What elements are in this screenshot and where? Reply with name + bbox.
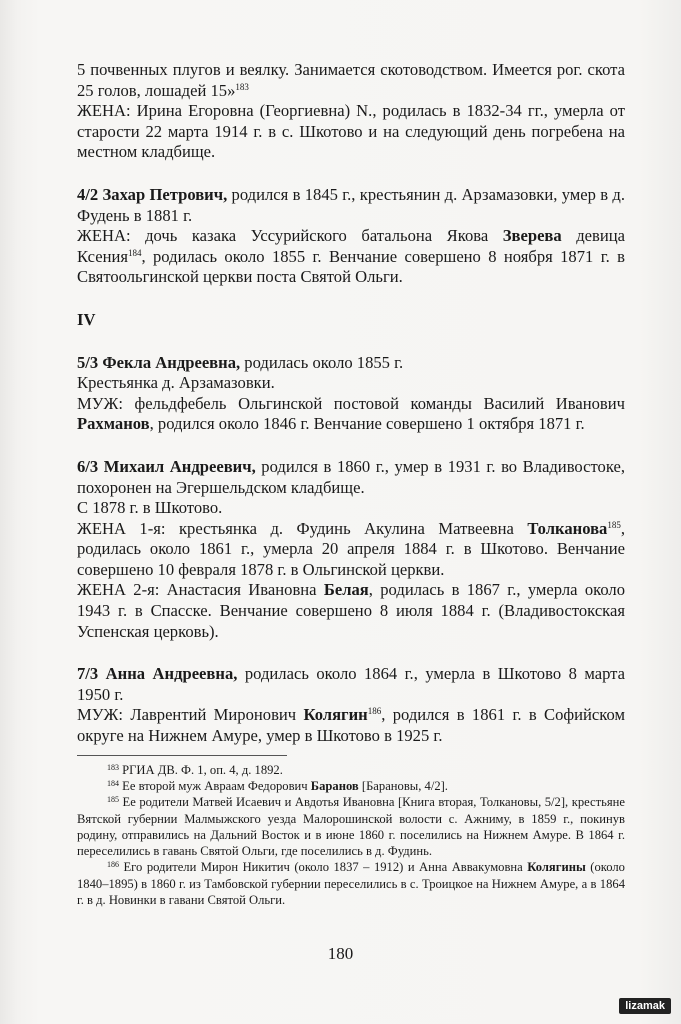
generation-heading: IV (77, 309, 96, 329)
watermark: lizamak (619, 998, 671, 1014)
footnote-184 (77, 778, 625, 794)
entry-text: С 1878 г. в Шкотово. (77, 498, 223, 518)
footnote-number: 184 (107, 778, 119, 788)
footnote-185 (77, 794, 625, 859)
footnote-ref-183: 183 (235, 81, 249, 92)
entry-heading: 7/3 Анна Андреевна, (77, 664, 238, 684)
entry-text: ЖЕНА 2-я: Анастасия Ивановна (77, 580, 324, 600)
entry-text: ЖЕНА 1-я: крестьянка д. Фудинь Акулина Матвеевна (77, 518, 528, 538)
para1-line1: 5 почвенных плугов и веялку. Занимается скотоводством. Имеется рог. скота 25 голов, лошадей 15» (77, 60, 625, 100)
entry-text: МУЖ: фельдфебель Ольгинской постовой команды Василий Иванович (77, 393, 625, 413)
entry-heading: 5/3 Фекла Андреевна, (77, 352, 241, 372)
page-number: 180 (327, 944, 354, 963)
entry-text: , родился около 1846 г. Венчание совершено 1 октября 1871 г. (149, 414, 585, 434)
entry-4-2 (77, 185, 625, 288)
para1-wife: ЖЕНА: Ирина Егоровна (Георгиевна) N., родилась в 1832-34 гг., умерла от старости 22 марта 1914 г. в с. Шкотово и на следующий день погребена на местном кладбище. (77, 101, 625, 162)
entry-7-3 (77, 664, 625, 746)
footnote-divider (77, 755, 287, 756)
footnote-text: [Барановы, 4/2]. (358, 778, 448, 793)
footnote-text: Его родители Мирон Никитич (около 1837 – 1912) и Анна Аввакумовна (119, 860, 528, 875)
surname: Зверева (502, 226, 562, 246)
entry-heading: 6/3 Михаил Андреевич, (77, 456, 256, 476)
surname: Толканова (527, 518, 608, 538)
footnote-ref-185: 185 (607, 519, 621, 530)
entry-text: родился в 1860 г., умер в 1931 г. во Владивостоке, похоронен на Эгершельдском кладбище. (77, 456, 625, 497)
entry-text: родилась около 1864 г., умерла в Шкотово 8 марта 1950 г. (77, 664, 625, 704)
footnote-text: (около 1840–1895) в 1860 г. из Тамбовской губернии переселились в с. Троицкое на Нижнем Амуре, а в 1864 г. в д. Новинки в гавани Святой Ольги. (77, 860, 625, 907)
surname: Баранов (310, 778, 359, 793)
entry-text: , родилась около 1855 г. Венчание совершено 8 ноября 1871 г. в Святоольгинской церкви поста Святой Ольги. (77, 246, 625, 287)
entry-6-3 (77, 457, 625, 642)
paragraph-1 (77, 60, 625, 163)
entry-text: , родилась в 1867 г., умерла около 1943 г. в Спасске. Венчание совершено 8 июля 1884 г. (Владивостокская Успенская церковь). (77, 580, 625, 641)
entry-text: МУЖ: Лаврентий Миронович (77, 705, 304, 725)
surname: Рахманов (77, 414, 150, 434)
page-content (77, 60, 625, 908)
footnote-text: РГИА ДВ. Ф. 1, оп. 4, д. 1892. (119, 762, 283, 777)
entry-text: Крестьянка д. Арзамазовки. (77, 373, 275, 393)
footnote-text: Ее второй муж Авраам Федорович (119, 778, 311, 793)
entry-heading: 4/2 Захар Петрович, (77, 184, 228, 204)
entry-text: ЖЕНА: дочь казака Уссурийского батальона Якова (77, 226, 503, 246)
footnote-text: Ее родители Матвей Исаевич и Авдотья Ивановна [Книга вторая, Толкановы, 5/2], крестьяне Вятской губернии Малмыжского уезда Малорошинской волости с. Ажниму, в 1859 г., покинув родину, отправились на Дальний Восток и в июне 1860 г. поселились на Нижнем Амуре. В 1864 г. переселились в гавань Святой Ольги, где поселились в д. Фудинь. (77, 795, 625, 859)
footnote-number: 185 (107, 795, 119, 805)
entry-text: , родился в 1861 г. в Софийском округе на Нижнем Амуре, умер в Шкотово в 1925 г. (77, 705, 626, 746)
footnote-number: 183 (107, 762, 119, 772)
entry-text: , родилась около 1861 г., умерла 20 апреля 1884 г. в Шкотово. Венчание совершено 10 февраля 1878 г. в Ольгинской церкви. (77, 518, 625, 579)
footnote-ref-184: 184 (127, 247, 142, 258)
entry-text: родился в 1845 г., крестьянин д. Арзамазовки, умер в д. Фудень в 1881 г. (77, 184, 625, 225)
entry-text: родилась около 1855 г. (240, 352, 404, 372)
entry-text: девица Ксения (77, 226, 625, 266)
footnote-186 (77, 859, 625, 908)
surname: Колягины (527, 860, 586, 875)
surname: Белая (323, 580, 369, 600)
footnote-183 (77, 762, 625, 778)
entry-5-3 (77, 353, 625, 435)
surname: Колягин (303, 705, 368, 725)
footnote-number: 186 (107, 860, 119, 870)
footnote-ref-186: 186 (367, 706, 382, 717)
